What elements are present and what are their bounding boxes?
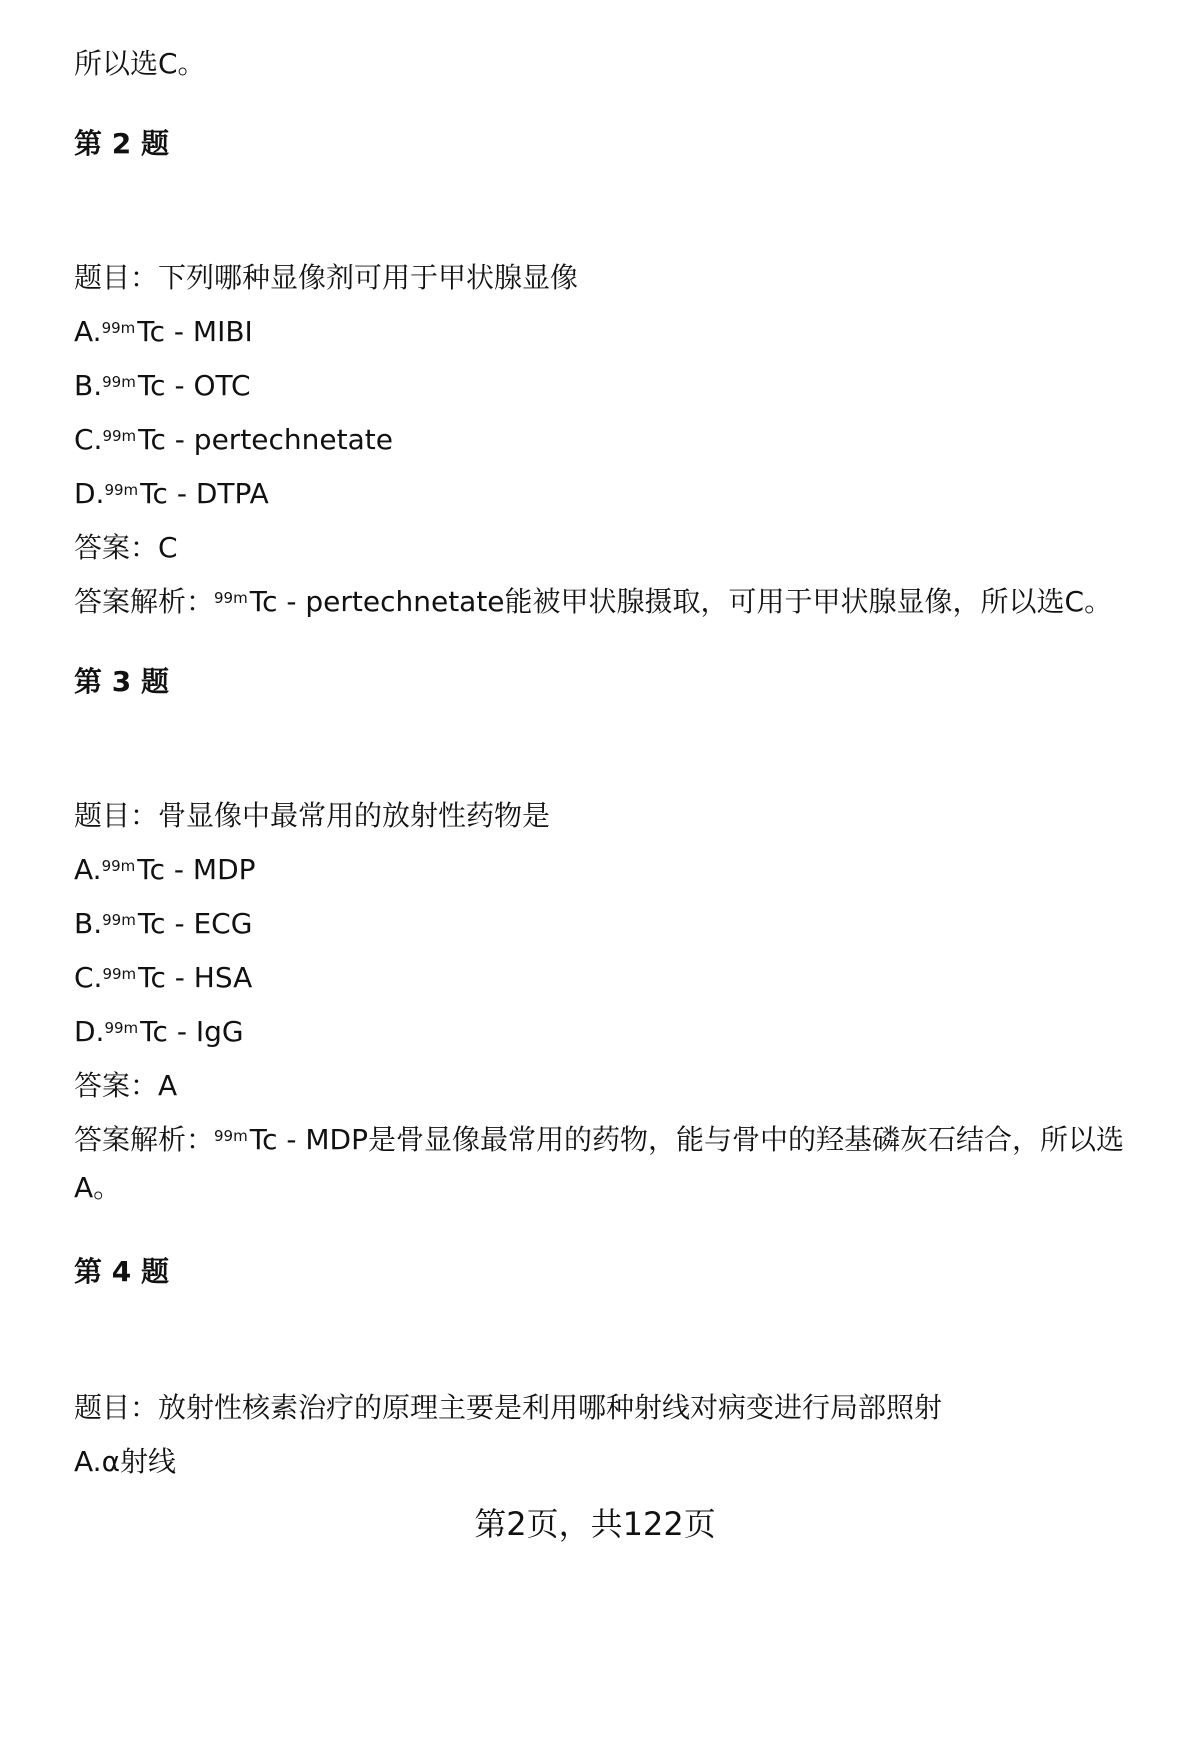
question-3-option-a: A.$^{99m}$Tc - MDP xyxy=(74,853,256,886)
isotope-superscript: 99m xyxy=(104,1019,139,1037)
isotope-superscript: 99m xyxy=(102,427,137,445)
isotope-superscript: 99m xyxy=(214,1127,248,1145)
isotope-superscript: 99m xyxy=(102,965,137,983)
question-3-heading: 第 3 题 xyxy=(74,665,169,698)
isotope-superscript: 99m xyxy=(102,911,136,929)
isotope-superscript: 99m xyxy=(104,481,139,499)
question-2-explanation: 答案解析：$^{99m}$Tc - pertechnetate能被甲状腺摄取，可用于甲状腺显像，所以选C。 xyxy=(74,585,1113,618)
question-3-answer: 答案：A xyxy=(74,1069,178,1102)
page-footer: 第2页，共122页 xyxy=(474,1505,716,1543)
question-3-stem: 题目：骨显像中最常用的放射性药物是 xyxy=(74,799,551,832)
question-3-option-d: D.$^{99m}$Tc - IgG xyxy=(74,1015,244,1048)
question-4-heading: 第 4 题 xyxy=(74,1255,169,1288)
isotope-superscript: 99m xyxy=(101,857,136,875)
question-4-option-a: A.α射线 xyxy=(74,1445,177,1478)
question-2-answer: 答案：C xyxy=(74,531,178,564)
question-2-option-d: D.$^{99m}$Tc - DTPA xyxy=(74,477,269,510)
isotope-superscript: 99m xyxy=(214,589,248,607)
prev-answer-tail: 所以选C。 xyxy=(74,47,206,80)
question-2-option-a: A.$^{99m}$Tc - MIBI xyxy=(74,315,253,348)
isotope-superscript: 99m xyxy=(101,319,136,337)
question-2-stem: 题目：下列哪种显像剂可用于甲状腺显像 xyxy=(74,261,579,294)
question-3-explanation: 答案解析：$^{99m}$Tc - MDP是骨显像最常用的药物，能与骨中的羟基磷灰石结合，所以选A。 xyxy=(74,1123,1124,1204)
question-2-heading: 第 2 题 xyxy=(74,127,169,160)
isotope-superscript: 99m xyxy=(102,373,136,391)
question-2-option-c: C.$^{99m}$Tc - pertechnetate xyxy=(74,423,393,456)
question-4-stem: 题目：放射性核素治疗的原理主要是利用哪种射线对病变进行局部照射 xyxy=(74,1391,943,1424)
question-2-option-b: B.$^{99m}$Tc - OTC xyxy=(74,369,251,402)
question-3-option-c: C.$^{99m}$Tc - HSA xyxy=(74,961,253,994)
question-3-option-b: B.$^{99m}$Tc - ECG xyxy=(74,907,253,940)
